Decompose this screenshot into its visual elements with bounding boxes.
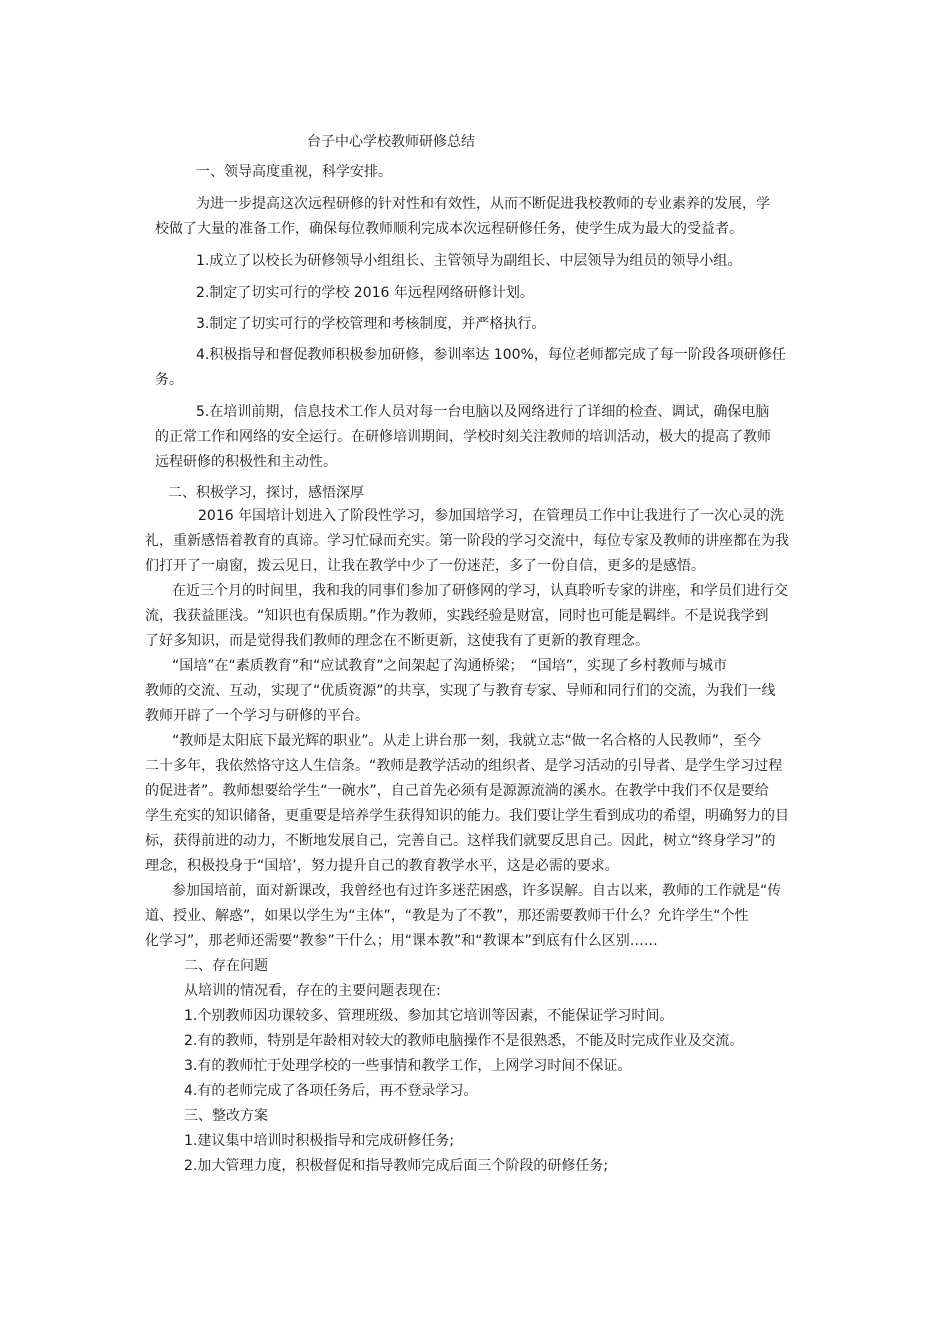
section4-item1: 1.建议集中培训时积极指导和完成研修任务; <box>184 1133 455 1149</box>
section1-intro-line2: 校做了大量的准备工作，确保每位教师顺利完成本次远程研修任务，使学生成为最大的受益者。 <box>155 221 743 237</box>
section2-p1-line3: 们打开了一扇窗，拨云见日，让我在教学中少了一份迷茫，多了一份自信，更多的是感悟。 <box>145 558 705 574</box>
section2-p4-line1: “教师是太阳底下最光辉的职业”。从走上讲台那一刻，我就立志“做一名合格的人民教师”，至今 <box>172 733 762 749</box>
section1-item4-line1: 4.积极指导和督促教师积极参加研修，参训率达 100%，每位老师都完成了每一阶段各项研修任 <box>196 347 786 363</box>
section2-p3-line2: 教师的交流、互动，实现了“优质资源”的共享，实现了与教育专家、导师和同行们的交流，为我们一线 <box>145 683 776 699</box>
section2-p1-line1: 2016 年国培计划进入了阶段性学习，参加国培学习，在管理员工作中让我进行了一次心灵的洗 <box>198 508 785 524</box>
section2-p3-line1: “国培”在“素质教育”和“应试教育”之间架起了沟通桥梁； “国培”，实现了乡村教师与城市 <box>172 658 728 674</box>
section1-item5-line3: 远程研修的积极性和主动性。 <box>155 454 337 470</box>
section2-heading: 二、积极学习，探讨，感悟深厚 <box>168 485 364 501</box>
section2-p1-line2: 礼，重新感悟着教育的真谛。学习忙碌而充实。第一阶段的学习交流中，每位专家及教师的讲座都在为我 <box>145 533 789 549</box>
document-title: 台子中心学校教师研修总结 <box>307 134 475 150</box>
section3-item2: 2.有的教师，特别是年龄相对较大的教师电脑操作不是很熟悉，不能及时完成作业及交流。 <box>184 1033 744 1049</box>
section1-item4-line2: 务。 <box>155 372 183 388</box>
section2-p4-line4: 学生充实的知识储备，更重要是培养学生获得知识的能力。我们要让学生看到成功的希望，明确努力的目 <box>145 808 789 824</box>
section3-item4: 4.有的老师完成了各项任务后，再不登录学习。 <box>184 1083 478 1099</box>
section4-item2: 2.加大管理力度，积极督促和指导教师完成后面三个阶段的研修任务; <box>184 1158 609 1174</box>
section1-item5-line1: 5.在培训前期，信息技术工作人员对每一台电脑以及网络进行了详细的检查、调试，确保电脑 <box>196 404 770 420</box>
section2-p5-line3: 化学习”，那老师还需要“教参”干什么；用“课本教”和“教课本”到底有什么区别…… <box>145 933 658 949</box>
section1-item1: 1.成立了以校长为研修领导小组组长、主管领导为副组长、中层领导为组员的领导小组。 <box>196 253 742 269</box>
section1-item3: 3.制定了切实可行的学校管理和考核制度，并严格执行。 <box>196 316 546 332</box>
section1-item5-line2: 的正常工作和网络的安全运行。在研修培训期间，学校时刻关注教师的培训活动，极大的提高了教师 <box>155 429 771 445</box>
section4-heading: 三、整改方案 <box>184 1108 268 1124</box>
section2-p2-line1: 在近三个月的时间里，我和我的同事们参加了研修网的学习，认真聆听专家的讲座，和学员们进行交 <box>172 583 788 599</box>
section2-p2-line3: 了好多知识，而是觉得我们教师的理念在不断更新，这使我有了更新的教育理念。 <box>145 633 649 649</box>
section3-item1: 1.个别教师因功课较多、管理班级、参加其它培训等因素，不能保证学习时间。 <box>184 1008 674 1024</box>
section2-p4-line6: 理念，积极投身于“国培’，努力提升自己的教育教学水平，这是必需的要求。 <box>145 858 619 874</box>
section2-p2-line2: 流，我获益匪浅。“知识也有保质期。”作为教师，实践经验是财富，同时也可能是羁绊。不是说我学到 <box>145 608 769 624</box>
section2-p5-line2: 道、授业、解惑”，如果以学生为“主体”，“教是为了不教”，那还需要教师干什么？允许学生“个性 <box>145 908 749 924</box>
section2-p3-line3: 教师开辟了一个学习与研修的平台。 <box>145 708 369 724</box>
section3-intro: 从培训的情况看，存在的主要问题表现在: <box>184 983 441 999</box>
section2-p4-line2: 二十多年，我依然恪守这人生信条。“教师是教学活动的组织者、是学习活动的引导者、是学生学习过程 <box>145 758 783 774</box>
section2-p4-line3: 的促进者”。教师想要给学生“一碗水”，自己首先必须有是源源流淌的溪水。在教学中我们不仅是要给 <box>145 783 769 799</box>
section1-item2: 2.制定了切实可行的学校 2016 年远程网络研修计划。 <box>196 285 534 301</box>
section3-heading: 二、存在问题 <box>184 958 268 974</box>
section3-item3: 3.有的教师忙于处理学校的一些事情和教学工作，上网学习时间不保证。 <box>184 1058 632 1074</box>
section2-p5-line1: 参加国培前，面对新课改，我曾经也有过许多迷茫困惑，许多误解。自古以来，教师的工作就是“传 <box>172 883 782 899</box>
section1-heading: 一、领导高度重视，科学安排。 <box>196 164 392 180</box>
section2-p4-line5: 标，获得前进的动力，不断地发展自己，完善自己。这样我们就要反思自己。因此，树立“终身学习”的 <box>145 833 776 849</box>
section1-intro-line1: 为进一步提高这次远程研修的针对性和有效性，从而不断促进我校教师的专业素养的发展，学 <box>196 196 770 212</box>
